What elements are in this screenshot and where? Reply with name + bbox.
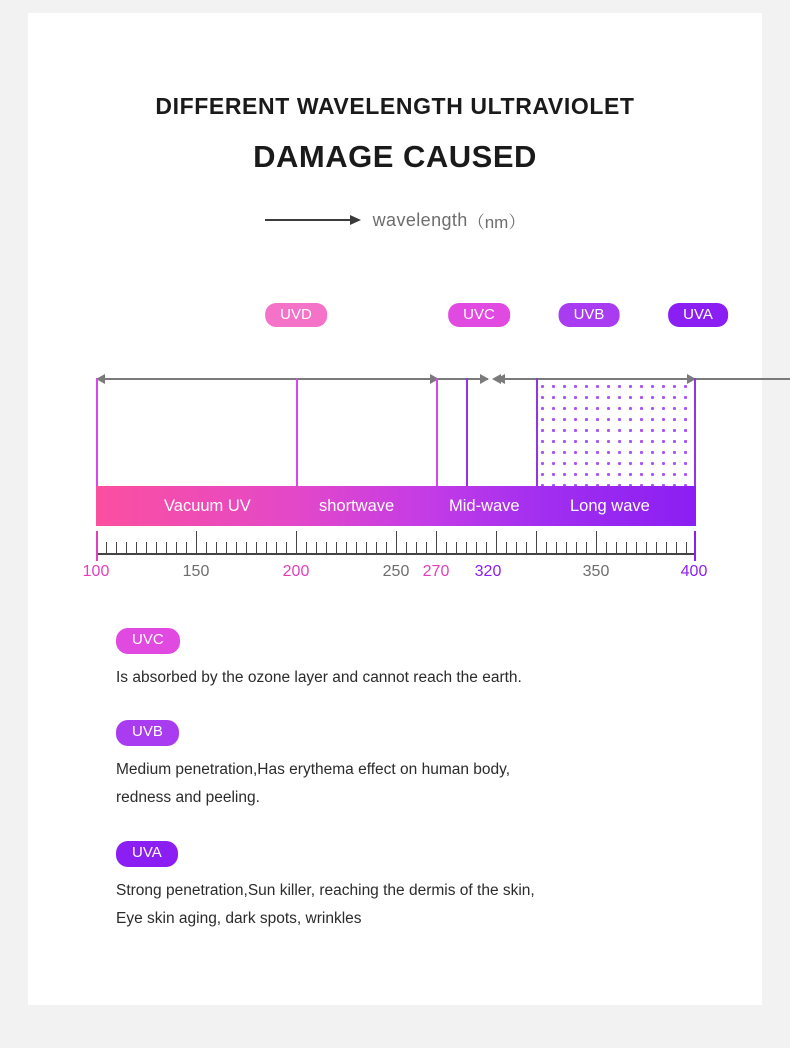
legend-text-uvc — [116, 664, 708, 693]
tick-label-270: 270 — [422, 563, 450, 580]
tick-label-320: 320 — [474, 563, 502, 580]
wavelength-ruler — [96, 531, 696, 561]
legend-text-uva — [116, 877, 708, 934]
axis-end-left — [96, 531, 98, 561]
band-pill-uvd: UVD — [265, 303, 327, 327]
page-title-line2: DAMAGE CAUSED — [253, 139, 537, 174]
legend-section — [88, 628, 708, 962]
tick-label-100: 100 — [82, 563, 110, 580]
legend-pill-uvc: UVC — [116, 628, 180, 654]
axis-end-right — [694, 531, 696, 561]
legend-text-uvb-line1: Medium penetration,Has erythema effect on human body, — [116, 760, 511, 778]
divider-320 — [536, 378, 538, 486]
band-pill-uvc: UVC — [448, 303, 510, 327]
bar-label-mid-wave: Mid-wave — [449, 496, 520, 515]
wavelength-caption — [28, 203, 762, 237]
legend-item-uvc — [88, 628, 708, 692]
bar-label-shortwave: shortwave — [319, 496, 395, 515]
spectrum-bar — [96, 486, 696, 526]
tick-label-400: 400 — [680, 563, 708, 580]
page-title-line1: DIFFERENT WAVELENGTH ULTRAVIOLET — [155, 93, 635, 119]
legend-pill-uva: UVA — [116, 841, 178, 867]
tick-label-row — [82, 563, 708, 587]
divider-285 — [466, 378, 468, 486]
arrow-right-icon — [265, 213, 361, 227]
uv-spectrum-chart — [82, 306, 713, 613]
bar-label-long-wave: Long wave — [570, 496, 650, 515]
tick-label-150: 150 — [182, 563, 210, 580]
legend-item-uva — [88, 841, 708, 934]
band-pill-uva: UVA — [668, 303, 728, 327]
legend-item-uvb — [88, 720, 708, 813]
tick-label-250: 250 — [382, 563, 410, 580]
wavelength-unit: （nm） — [467, 212, 526, 232]
tick-label-350: 350 — [582, 563, 610, 580]
tick-label-200: 200 — [282, 563, 310, 580]
divider-270 — [436, 378, 438, 486]
uva-dotted-region — [536, 380, 696, 486]
divider-100 — [96, 378, 98, 486]
bar-label-vacuum-uv: Vacuum UV — [164, 496, 251, 515]
legend-text-uva-line2: Eye skin aging, dark spots, wrinkles — [116, 910, 362, 928]
infographic-page — [28, 13, 762, 1005]
legend-text-uva-line1: Strong penetration,Sun killer, reaching the dermis of the skin, — [116, 881, 535, 899]
band-pill-uvb: UVB — [559, 303, 620, 327]
divider-200 — [296, 378, 298, 486]
legend-text-uvc-line1: Is absorbed by the ozone layer and cannot reach the earth. — [116, 668, 522, 686]
divider-400 — [694, 378, 696, 486]
legend-pill-uvb: UVB — [116, 720, 179, 746]
legend-text-uvb — [116, 756, 708, 813]
wavelength-label: wavelength — [372, 209, 468, 230]
legend-text-uvb-line2: redness and peeling. — [116, 789, 260, 807]
